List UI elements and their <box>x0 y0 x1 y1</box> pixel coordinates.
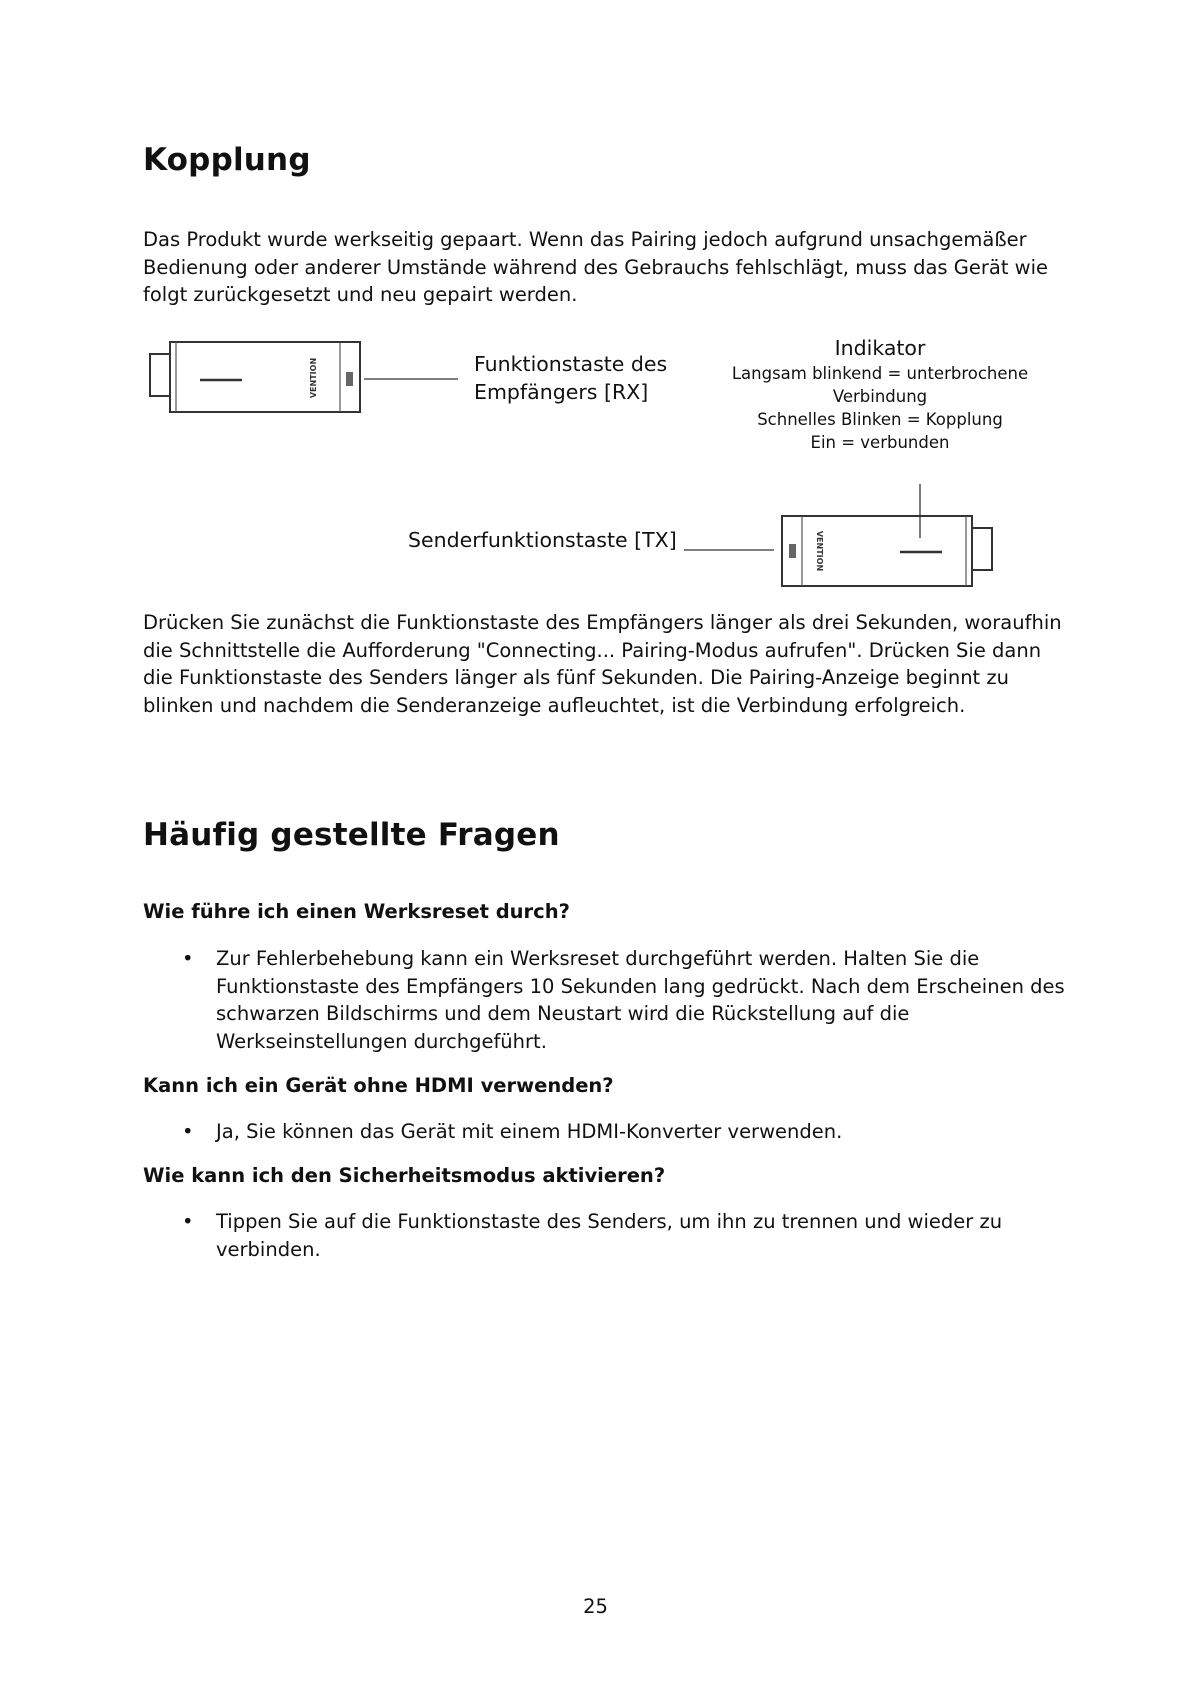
indicator-title: Indikator <box>834 336 926 360</box>
faq-question-1: Wie führe ich einen Werksreset durch? <box>143 900 570 923</box>
transmitter-brand-logo: VENTION <box>815 530 824 572</box>
bullet-icon: • <box>182 1120 194 1143</box>
faq-question-2: Kann ich ein Gerät ohne HDMI verwenden? <box>143 1074 614 1097</box>
pairing-diagram <box>0 330 1191 590</box>
intro-paragraph: Das Produkt wurde werkseitig gepaart. Wenn das Pairing jedoch aufgrund unsachgemäßer Bedienung oder anderer Umstände während des Gebrauchs fehlschlägt, muss das Gerät wie folgt zurückgesetzt und neu gepairt werden. <box>143 228 1049 306</box>
indicator-legend <box>720 330 1040 454</box>
faq-question-3: Wie kann ich den Sicherheitsmodus aktivieren? <box>143 1164 666 1187</box>
page-number: 25 <box>583 1595 608 1618</box>
faq-answer-1: • Zur Fehlerbehebung kann ein Werksreset durchgeführt werden. Halten Sie die Funktionstaste des Empfängers 10 Sekunden lang gedrückt. Nach dem Erscheinen des schwarzen Bildschirms und dem Neustart wird die Rückstellung auf die Werkseinstellungen durchgeführt. <box>182 947 1065 1053</box>
faq-answer-2: • Ja, Sie können das Gerät mit einem HDMI-Konverter verwenden. <box>216 1118 1076 1146</box>
section-title-kopplung: Kopplung <box>143 142 311 178</box>
bullet-icon: • <box>182 1210 194 1233</box>
receiver-brand-logo: VENTION <box>309 357 318 399</box>
bullet-icon: • <box>182 947 194 970</box>
section-title-faq: Häufig gestellte Fragen <box>143 817 560 853</box>
indicator-states: Langsam blinkend = unterbrochene Verbindung Schnelles Blinken = Kopplung Ein = verbunden <box>731 364 1029 452</box>
transmitter-dongle-illustration <box>680 480 1000 590</box>
pairing-instructions: Drücken Sie zunächst die Funktionstaste des Empfängers länger als drei Sekunden, woraufhin die Schnittstelle die Aufforderung "Connecting... Pairing-Modus aufrufen". Drücken Sie dann die Funktionstaste des Senders länger als fünf Sekunden. Die Pairing-Anzeige beginnt zu blinken und nachdem die Senderanzeige aufleuchtet, ist die Verbindung erfolgreich. <box>143 611 1062 717</box>
receiver-dongle-illustration <box>146 340 466 416</box>
transmitter-button-label: Senderfunktionstaste [TX] <box>408 528 677 552</box>
faq-answer-3: • Tippen Sie auf die Funktionstaste des Senders, um ihn zu trennen und wieder zu verbinden. <box>182 1210 1003 1261</box>
receiver-button-label: Funktionstaste des Empfängers [RX] <box>474 352 668 404</box>
